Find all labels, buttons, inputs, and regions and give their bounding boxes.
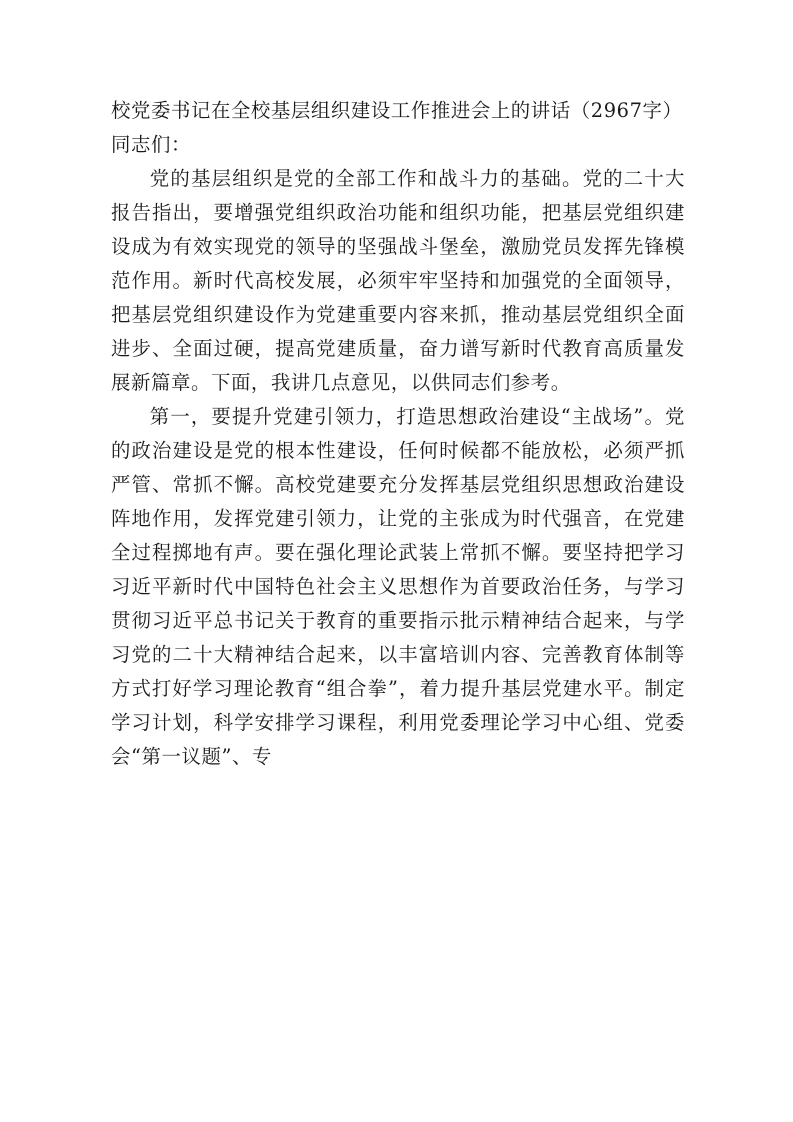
document-title: 校党委书记在全校基层组织建设工作推进会上的讲话（2967字） <box>111 99 683 122</box>
paragraph-first-point: 第一，要提升党建引领力，打造思想政治建设“主战场”。党的政治建设是党的根本性建设，任何时候都不能放松，必须严抓严管、常抓不懈。高校党建要充分发挥基层党组织思想政治建设阵地作用，发挥党建引领力，让党的主张成为时代强音，在党建全过程掷地有声。要在强化理论武装上常抓不懈。要坚持把学习习近平新时代中国特色社会主义思想作为首要政治任务，与学习贯彻习近平总书记关于教育的重要指示批示精神结合起来，与学习党的二十大精神结合起来，以丰富培训内容、完善教育体制等方式打好学习理论教育“组合拳”，着力提升基层党建水平。制定学习计划，科学安排学习课程，利用党委理论学习中心组、党委会“第一议题”、专 <box>111 405 685 768</box>
document-body <box>111 94 685 774</box>
salutation: 同志们： <box>111 133 191 156</box>
paragraph-intro: 党的基层组织是党的全部工作和战斗力的基础。党的二十大报告指出，要增强党组织政治功能和组织功能，把基层党组织建设成为有效实现党的领导的坚强战斗堡垒，激励党员发挥先锋模范作用。新时代高校发展，必须牢牢坚持和加强党的全面领导，把基层党组织建设作为党建重要内容来抓，推动基层党组织全面进步、全面过硬，提高党建质量，奋力谱写新时代教育高质量发展新篇章。下面，我讲几点意见，以供同志们参考。 <box>111 167 685 394</box>
